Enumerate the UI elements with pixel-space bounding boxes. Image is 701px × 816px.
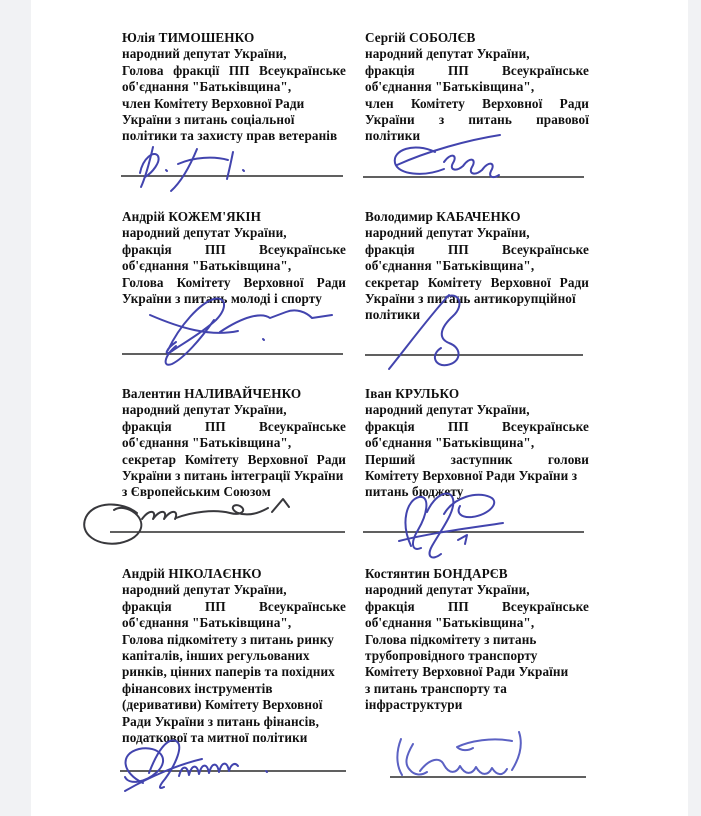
signature-tymoshenko-ink: [140, 147, 244, 191]
signature-bondariev-ink: [397, 732, 520, 775]
description-line: секретар Комітету Верховної Ради: [122, 451, 346, 467]
description-line: політики: [365, 307, 421, 323]
description-line: Голова підкомітету з питань ринку: [122, 631, 334, 647]
signer-block-kabachenko: [365, 209, 589, 324]
description-line: член Комітету Верховної Ради: [365, 95, 589, 111]
description-line: об'єднання "Батьківщина",: [122, 435, 292, 451]
signer-block-tymoshenko: [122, 30, 346, 145]
signer-block-krulko: [365, 386, 589, 501]
description-line: Ради України з питань фінансів,: [122, 713, 320, 729]
description-line: об'єднання "Батьківщина",: [365, 258, 535, 274]
description-line: фракція ПП Всеукраїнське: [365, 598, 589, 614]
description-line: Голова Комітету Верховної Ради: [122, 274, 346, 290]
description-line: політики: [365, 128, 421, 144]
description-line: народний депутат України,: [122, 46, 287, 62]
signer-name: Юлія ТИМОШЕНКО: [122, 30, 255, 45]
description-line: Комітету Верховної Ради України з: [365, 468, 578, 484]
description-line: питань бюджету: [365, 484, 464, 500]
signer-name: Іван КРУЛЬКО: [365, 386, 460, 401]
description-line: Перший заступник голови: [365, 451, 589, 467]
signer-name: Валентин НАЛИВАЙЧЕНКО: [122, 386, 302, 401]
description-line: фракція ПП Всеукраїнське: [365, 418, 589, 434]
description-line: фракція ПП Всеукраїнське: [122, 598, 346, 614]
description-line: фракція ПП Всеукраїнське: [365, 241, 589, 257]
signer-block-nikolaienko: [122, 566, 346, 746]
description-line: народний депутат України,: [365, 46, 530, 62]
signature-krulko-ink: [399, 493, 503, 557]
description-line: Комітету Верховної Ради України: [365, 664, 569, 680]
description-line: фракція ПП Всеукраїнське: [365, 62, 589, 78]
description-line: України з питань антикорупційної: [365, 291, 576, 307]
description-line: об'єднання "Батьківщина",: [365, 79, 535, 95]
signer-block-nalyvaichenko: [122, 386, 346, 501]
description-line: України з питань інтеграції України: [122, 468, 344, 484]
description-line: фракція ПП Всеукраїнське: [122, 241, 346, 257]
description-line: трубопровідного транспорту: [365, 648, 538, 664]
scan-edge-right: [688, 0, 701, 816]
description-line: інфраструктури: [365, 697, 463, 713]
description-line: об'єднання "Батьківщина",: [122, 258, 292, 274]
signer-name: Андрій КОЖЕМ'ЯКІН: [122, 209, 261, 224]
description-line: з Європейським Союзом: [122, 484, 271, 500]
description-line: об'єднання "Батьківщина",: [122, 79, 292, 95]
description-line: народний депутат України,: [365, 582, 530, 598]
signer-name: Володимир КАБАЧЕНКО: [365, 209, 521, 224]
signer-block-soboliev: [365, 30, 589, 145]
description-line: України з питань соціальної: [122, 112, 295, 128]
description-line: об'єднання "Батьківщина",: [365, 435, 535, 451]
signer-name: Сергій СОБОЛЄВ: [365, 30, 476, 45]
description-line: з питань транспорту та: [365, 680, 507, 696]
description-line: України з питань молоді і спорту: [122, 291, 322, 307]
signer-block-kozhemiakin: [122, 209, 346, 307]
signature-kozhemiakin-ink: [150, 299, 332, 365]
signature-nalyvaichenko-ink: [84, 499, 289, 544]
signature-nikolaienko-ink: [125, 740, 267, 791]
description-line: об'єднання "Батьківщина",: [365, 615, 535, 631]
description-line: (деривативи) Комітету Верховної: [122, 697, 323, 713]
description-line: податкової та митної політики: [122, 730, 308, 746]
description-line: об'єднання "Батьківщина",: [122, 615, 292, 631]
description-line: народний депутат України,: [122, 402, 287, 418]
description-line: політики та захисту прав ветеранів: [122, 128, 338, 144]
description-line: Голова підкомітету з питань: [365, 631, 537, 647]
description-line: капіталів, інших регульованих: [122, 648, 310, 664]
signer-name: Костянтин БОНДАРЄВ: [365, 566, 508, 581]
description-line: України з питань правової: [365, 112, 589, 128]
signer-block-bondariev: [365, 566, 589, 714]
description-line: Голова фракції ПП Всеукраїнське: [122, 62, 346, 78]
description-line: народний депутат України,: [365, 402, 530, 418]
description-line: секретар Комітету Верховної Ради: [365, 274, 589, 290]
description-line: фінансових інструментів: [122, 680, 273, 696]
description-line: народний депутат України,: [122, 582, 287, 598]
description-line: фракція ПП Всеукраїнське: [122, 418, 346, 434]
description-line: ринків, цінних паперів та похідних: [122, 664, 335, 680]
scan-edge-left: [0, 0, 31, 816]
description-line: народний депутат України,: [365, 225, 530, 241]
description-line: член Комітету Верховної Ради: [122, 95, 305, 111]
signer-name: Андрій НІКОЛАЄНКО: [122, 566, 262, 581]
description-line: народний депутат України,: [122, 225, 287, 241]
